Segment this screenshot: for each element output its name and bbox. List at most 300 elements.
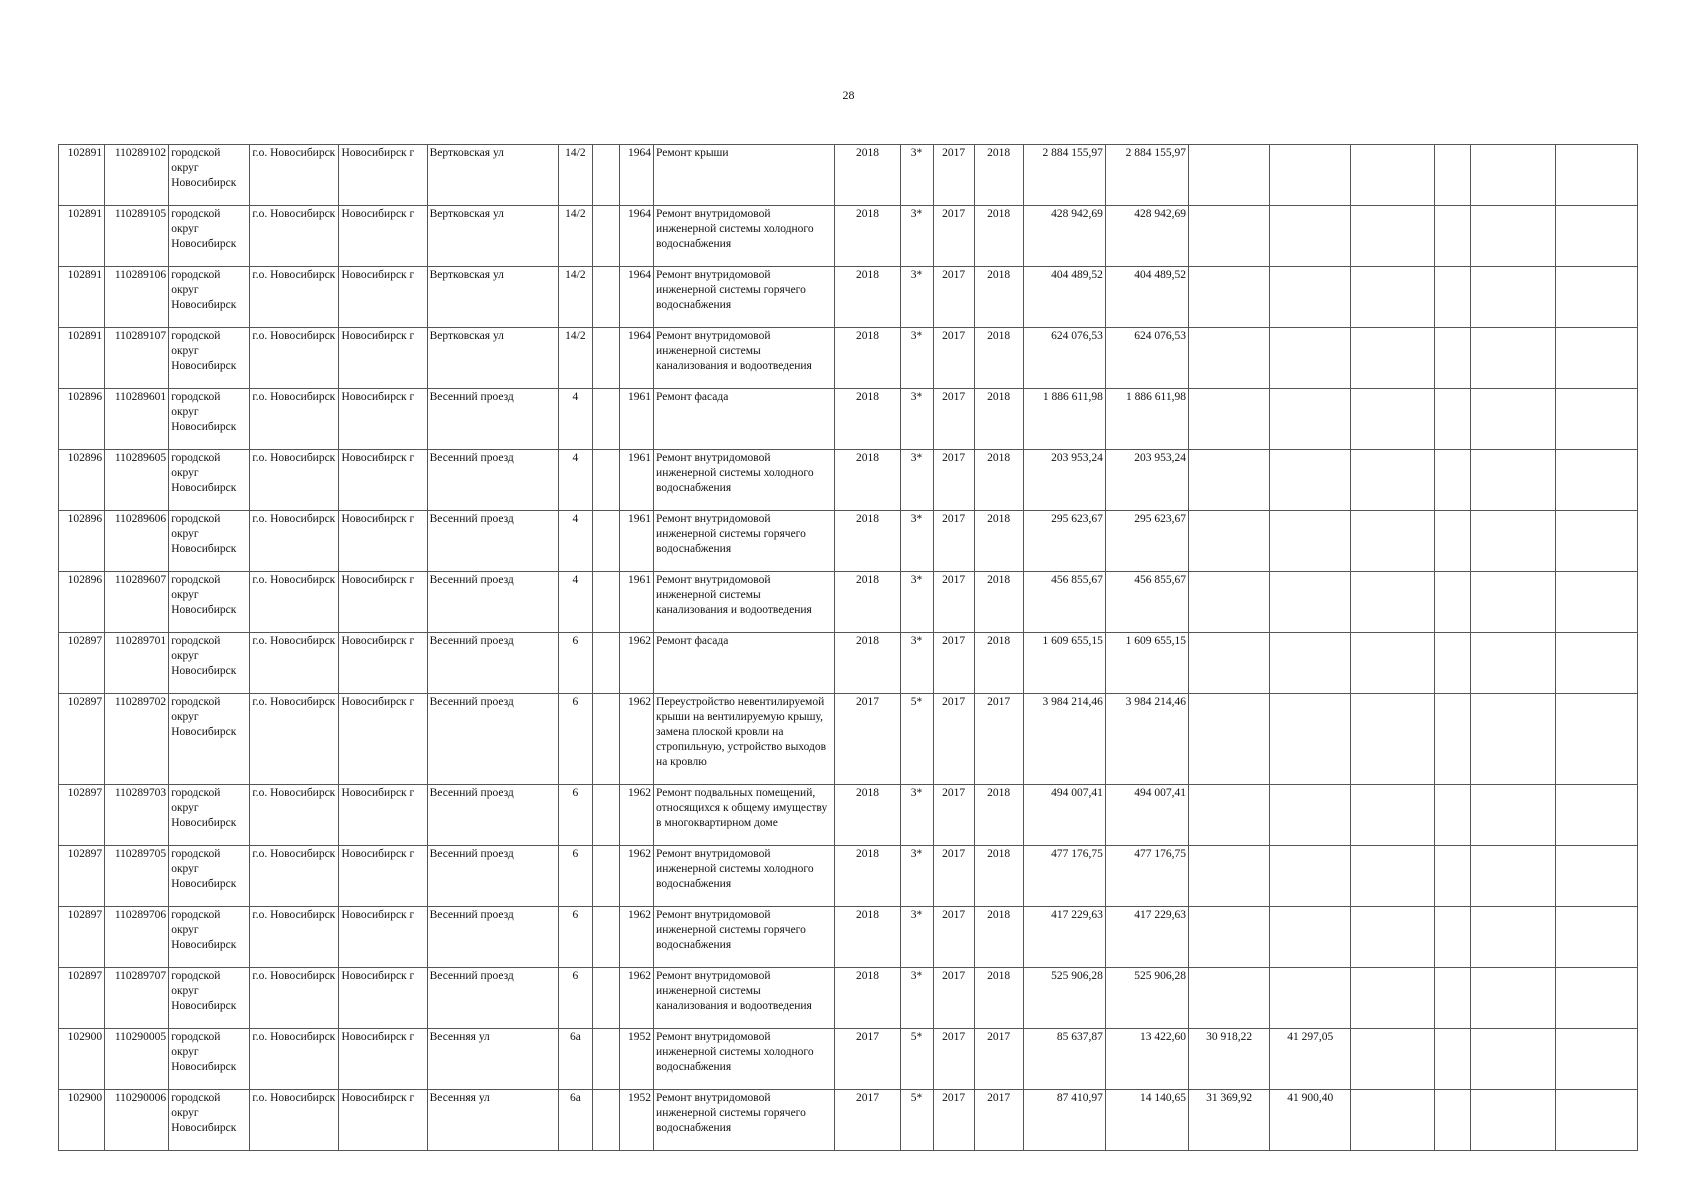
cell-budget-2 (1270, 846, 1351, 907)
cell-id: 102897 (59, 694, 105, 785)
cell-code: 110289106 (105, 267, 169, 328)
cell-year: 1964 (619, 267, 653, 328)
cell-work: Ремонт внутридомовой инженерной системы канализования и водоотведения (654, 572, 835, 633)
cell-building (592, 511, 619, 572)
cell-start: 2017 (933, 1029, 974, 1090)
cell-budget-1 (1189, 633, 1270, 694)
cell-group: 3* (900, 785, 933, 846)
cell-code: 110289706 (105, 907, 169, 968)
cell-budget-2 (1270, 450, 1351, 511)
cell-extra-1 (1351, 572, 1435, 633)
cell-fund: 13 422,60 (1105, 1029, 1188, 1090)
cell-total: 624 076,53 (1023, 328, 1105, 389)
cell-end: 2017 (974, 694, 1023, 785)
cell-fund: 295 623,67 (1105, 511, 1188, 572)
cell-id: 102896 (59, 511, 105, 572)
cell-plan-year: 2018 (835, 785, 900, 846)
cell-year: 1962 (619, 846, 653, 907)
cell-municipality: городской округ Новосибирск (169, 328, 250, 389)
capital-repair-table (58, 144, 1638, 1151)
cell-group: 3* (900, 145, 933, 206)
cell-district: г.о. Новосибирск (250, 694, 339, 785)
cell-city: Новосибирск г (339, 389, 427, 450)
cell-plan-year: 2017 (835, 1090, 900, 1151)
cell-end: 2018 (974, 145, 1023, 206)
cell-plan-year: 2018 (835, 206, 900, 267)
cell-extra-4 (1555, 846, 1637, 907)
cell-code: 110290006 (105, 1090, 169, 1151)
cell-id: 102896 (59, 450, 105, 511)
cell-work: Переустройство невентилируемой крыши на вентилируемую крышу, замена плоской кровли на стропильную, устройство выходов на кровлю (654, 694, 835, 785)
cell-fund: 417 229,63 (1105, 907, 1188, 968)
cell-id: 102900 (59, 1029, 105, 1090)
cell-end: 2018 (974, 511, 1023, 572)
cell-extra-1 (1351, 907, 1435, 968)
cell-extra-3 (1470, 846, 1555, 907)
cell-house: 6 (558, 785, 592, 846)
cell-id: 102897 (59, 633, 105, 694)
cell-extra-2 (1435, 1029, 1470, 1090)
cell-building (592, 1029, 619, 1090)
cell-municipality: городской округ Новосибирск (169, 572, 250, 633)
cell-group: 5* (900, 1029, 933, 1090)
cell-end: 2017 (974, 1090, 1023, 1151)
cell-extra-1 (1351, 846, 1435, 907)
cell-plan-year: 2017 (835, 1029, 900, 1090)
cell-code: 110289102 (105, 145, 169, 206)
cell-plan-year: 2018 (835, 846, 900, 907)
cell-group: 5* (900, 694, 933, 785)
cell-plan-year: 2018 (835, 328, 900, 389)
cell-year: 1961 (619, 389, 653, 450)
cell-fund: 494 007,41 (1105, 785, 1188, 846)
table-row (59, 267, 1638, 328)
cell-plan-year: 2018 (835, 572, 900, 633)
cell-budget-2 (1270, 267, 1351, 328)
cell-street: Весенний проезд (427, 450, 558, 511)
cell-extra-4 (1555, 206, 1637, 267)
cell-house: 6 (558, 907, 592, 968)
cell-fund: 203 953,24 (1105, 450, 1188, 511)
cell-work: Ремонт внутридомовой инженерной системы горячего водоснабжения (654, 267, 835, 328)
cell-extra-4 (1555, 785, 1637, 846)
cell-extra-2 (1435, 694, 1470, 785)
cell-fund: 404 489,52 (1105, 267, 1188, 328)
cell-municipality: городской округ Новосибирск (169, 1029, 250, 1090)
cell-district: г.о. Новосибирск (250, 785, 339, 846)
cell-start: 2017 (933, 633, 974, 694)
cell-start: 2017 (933, 145, 974, 206)
cell-extra-3 (1470, 633, 1555, 694)
cell-budget-1 (1189, 785, 1270, 846)
cell-street: Вертковская ул (427, 206, 558, 267)
cell-group: 3* (900, 267, 933, 328)
cell-id: 102900 (59, 1090, 105, 1151)
cell-extra-1 (1351, 389, 1435, 450)
cell-year: 1962 (619, 907, 653, 968)
cell-city: Новосибирск г (339, 206, 427, 267)
cell-budget-1: 30 918,22 (1189, 1029, 1270, 1090)
cell-extra-3 (1470, 572, 1555, 633)
cell-street: Весенний проезд (427, 694, 558, 785)
cell-id: 102891 (59, 206, 105, 267)
table-row (59, 633, 1638, 694)
cell-municipality: городской округ Новосибирск (169, 145, 250, 206)
cell-end: 2018 (974, 389, 1023, 450)
cell-code: 110289702 (105, 694, 169, 785)
cell-work: Ремонт внутридомовой инженерной системы холодного водоснабжения (654, 846, 835, 907)
cell-building (592, 785, 619, 846)
cell-extra-3 (1470, 1090, 1555, 1151)
cell-work: Ремонт внутридомовой инженерной системы горячего водоснабжения (654, 1090, 835, 1151)
cell-house: 6 (558, 633, 592, 694)
cell-fund: 477 176,75 (1105, 846, 1188, 907)
cell-municipality: городской округ Новосибирск (169, 450, 250, 511)
cell-municipality: городской округ Новосибирск (169, 846, 250, 907)
cell-district: г.о. Новосибирск (250, 572, 339, 633)
cell-end: 2018 (974, 206, 1023, 267)
cell-extra-2 (1435, 267, 1470, 328)
cell-house: 6а (558, 1029, 592, 1090)
cell-district: г.о. Новосибирск (250, 389, 339, 450)
cell-municipality: городской округ Новосибирск (169, 633, 250, 694)
cell-fund: 624 076,53 (1105, 328, 1188, 389)
table-row (59, 785, 1638, 846)
cell-extra-4 (1555, 267, 1637, 328)
cell-building (592, 572, 619, 633)
cell-total: 417 229,63 (1023, 907, 1105, 968)
table-row (59, 145, 1638, 206)
cell-total: 456 855,67 (1023, 572, 1105, 633)
cell-city: Новосибирск г (339, 267, 427, 328)
table-row (59, 389, 1638, 450)
cell-year: 1961 (619, 572, 653, 633)
cell-start: 2017 (933, 206, 974, 267)
cell-budget-2 (1270, 633, 1351, 694)
cell-year: 1961 (619, 511, 653, 572)
cell-budget-2 (1270, 145, 1351, 206)
cell-start: 2017 (933, 328, 974, 389)
cell-street: Весенний проезд (427, 846, 558, 907)
cell-district: г.о. Новосибирск (250, 145, 339, 206)
cell-year: 1952 (619, 1029, 653, 1090)
cell-plan-year: 2018 (835, 907, 900, 968)
cell-extra-3 (1470, 694, 1555, 785)
cell-total: 2 884 155,97 (1023, 145, 1105, 206)
cell-extra-2 (1435, 968, 1470, 1029)
cell-house: 14/2 (558, 328, 592, 389)
cell-group: 5* (900, 1090, 933, 1151)
cell-extra-2 (1435, 328, 1470, 389)
cell-extra-2 (1435, 1090, 1470, 1151)
cell-start: 2017 (933, 572, 974, 633)
cell-district: г.о. Новосибирск (250, 968, 339, 1029)
cell-budget-2 (1270, 572, 1351, 633)
cell-extra-4 (1555, 145, 1637, 206)
cell-extra-4 (1555, 328, 1637, 389)
cell-budget-2 (1270, 785, 1351, 846)
cell-work: Ремонт внутридомовой инженерной системы холодного водоснабжения (654, 450, 835, 511)
cell-id: 102897 (59, 785, 105, 846)
cell-city: Новосибирск г (339, 694, 427, 785)
cell-municipality: городской округ Новосибирск (169, 267, 250, 328)
cell-extra-4 (1555, 1029, 1637, 1090)
cell-end: 2018 (974, 785, 1023, 846)
cell-total: 404 489,52 (1023, 267, 1105, 328)
cell-year: 1964 (619, 145, 653, 206)
cell-code: 110289703 (105, 785, 169, 846)
cell-city: Новосибирск г (339, 968, 427, 1029)
cell-extra-4 (1555, 1090, 1637, 1151)
cell-building (592, 145, 619, 206)
cell-work: Ремонт внутридомовой инженерной системы канализования и водоотведения (654, 968, 835, 1029)
cell-extra-4 (1555, 450, 1637, 511)
cell-extra-2 (1435, 785, 1470, 846)
cell-budget-1 (1189, 389, 1270, 450)
cell-id: 102896 (59, 389, 105, 450)
cell-house: 4 (558, 572, 592, 633)
cell-street: Весенняя ул (427, 1090, 558, 1151)
cell-budget-2 (1270, 389, 1351, 450)
cell-id: 102897 (59, 968, 105, 1029)
cell-extra-3 (1470, 328, 1555, 389)
cell-work: Ремонт крыши (654, 145, 835, 206)
cell-municipality: городской округ Новосибирск (169, 206, 250, 267)
cell-year: 1964 (619, 328, 653, 389)
cell-extra-4 (1555, 694, 1637, 785)
cell-group: 3* (900, 846, 933, 907)
cell-extra-4 (1555, 968, 1637, 1029)
cell-house: 14/2 (558, 145, 592, 206)
cell-city: Новосибирск г (339, 511, 427, 572)
cell-end: 2018 (974, 846, 1023, 907)
cell-year: 1952 (619, 1090, 653, 1151)
cell-budget-2 (1270, 328, 1351, 389)
cell-extra-1 (1351, 450, 1435, 511)
cell-extra-3 (1470, 206, 1555, 267)
cell-street: Весенняя ул (427, 1029, 558, 1090)
cell-plan-year: 2018 (835, 968, 900, 1029)
cell-house: 6а (558, 1090, 592, 1151)
table-row (59, 907, 1638, 968)
cell-id: 102891 (59, 145, 105, 206)
cell-group: 3* (900, 968, 933, 1029)
cell-building (592, 633, 619, 694)
cell-building (592, 968, 619, 1029)
cell-budget-2 (1270, 968, 1351, 1029)
cell-district: г.о. Новосибирск (250, 450, 339, 511)
cell-start: 2017 (933, 694, 974, 785)
cell-end: 2018 (974, 633, 1023, 694)
cell-municipality: городской округ Новосибирск (169, 511, 250, 572)
cell-municipality: городской округ Новосибирск (169, 785, 250, 846)
cell-extra-1 (1351, 694, 1435, 785)
cell-city: Новосибирск г (339, 907, 427, 968)
table-row (59, 968, 1638, 1029)
cell-building (592, 389, 619, 450)
cell-street: Вертковская ул (427, 145, 558, 206)
cell-fund: 14 140,65 (1105, 1090, 1188, 1151)
table-row (59, 846, 1638, 907)
cell-id: 102897 (59, 846, 105, 907)
cell-extra-4 (1555, 511, 1637, 572)
cell-group: 3* (900, 633, 933, 694)
cell-street: Весенний проезд (427, 633, 558, 694)
cell-building (592, 328, 619, 389)
cell-extra-3 (1470, 389, 1555, 450)
cell-total: 3 984 214,46 (1023, 694, 1105, 785)
cell-plan-year: 2018 (835, 511, 900, 572)
cell-district: г.о. Новосибирск (250, 511, 339, 572)
cell-start: 2017 (933, 450, 974, 511)
cell-group: 3* (900, 206, 933, 267)
cell-building (592, 450, 619, 511)
cell-budget-1 (1189, 694, 1270, 785)
cell-street: Весенний проезд (427, 511, 558, 572)
cell-budget-1: 31 369,92 (1189, 1090, 1270, 1151)
cell-extra-3 (1470, 785, 1555, 846)
cell-fund: 1 609 655,15 (1105, 633, 1188, 694)
cell-house: 4 (558, 389, 592, 450)
cell-extra-2 (1435, 389, 1470, 450)
cell-budget-2 (1270, 694, 1351, 785)
cell-end: 2018 (974, 450, 1023, 511)
cell-extra-3 (1470, 511, 1555, 572)
cell-house: 6 (558, 694, 592, 785)
cell-extra-3 (1470, 968, 1555, 1029)
cell-district: г.о. Новосибирск (250, 206, 339, 267)
cell-city: Новосибирск г (339, 145, 427, 206)
cell-district: г.о. Новосибирск (250, 907, 339, 968)
cell-code: 110289105 (105, 206, 169, 267)
cell-city: Новосибирск г (339, 328, 427, 389)
cell-building (592, 1090, 619, 1151)
cell-budget-1 (1189, 267, 1270, 328)
cell-total: 494 007,41 (1023, 785, 1105, 846)
table-row (59, 1090, 1638, 1151)
table-row (59, 1029, 1638, 1090)
cell-work: Ремонт внутридомовой инженерной системы холодного водоснабжения (654, 206, 835, 267)
cell-budget-1 (1189, 572, 1270, 633)
cell-budget-1 (1189, 846, 1270, 907)
cell-end: 2018 (974, 572, 1023, 633)
cell-street: Весенний проезд (427, 389, 558, 450)
cell-code: 110289107 (105, 328, 169, 389)
cell-extra-2 (1435, 572, 1470, 633)
cell-plan-year: 2018 (835, 450, 900, 511)
cell-fund: 1 886 611,98 (1105, 389, 1188, 450)
cell-group: 3* (900, 572, 933, 633)
table-row (59, 328, 1638, 389)
cell-extra-2 (1435, 206, 1470, 267)
cell-extra-4 (1555, 572, 1637, 633)
cell-building (592, 206, 619, 267)
cell-city: Новосибирск г (339, 572, 427, 633)
cell-house: 4 (558, 450, 592, 511)
cell-building (592, 846, 619, 907)
cell-start: 2017 (933, 846, 974, 907)
cell-total: 477 176,75 (1023, 846, 1105, 907)
cell-street: Вертковская ул (427, 267, 558, 328)
cell-year: 1961 (619, 450, 653, 511)
cell-house: 6 (558, 968, 592, 1029)
cell-start: 2017 (933, 907, 974, 968)
cell-municipality: городской округ Новосибирск (169, 389, 250, 450)
cell-id: 102891 (59, 328, 105, 389)
cell-end: 2017 (974, 1029, 1023, 1090)
cell-municipality: городской округ Новосибирск (169, 694, 250, 785)
cell-extra-1 (1351, 1029, 1435, 1090)
cell-extra-1 (1351, 511, 1435, 572)
cell-extra-2 (1435, 907, 1470, 968)
cell-plan-year: 2018 (835, 389, 900, 450)
cell-start: 2017 (933, 785, 974, 846)
cell-extra-4 (1555, 907, 1637, 968)
cell-start: 2017 (933, 511, 974, 572)
cell-city: Новосибирск г (339, 633, 427, 694)
cell-extra-2 (1435, 846, 1470, 907)
cell-street: Весенний проезд (427, 968, 558, 1029)
cell-budget-1 (1189, 450, 1270, 511)
cell-extra-1 (1351, 1090, 1435, 1151)
cell-extra-1 (1351, 206, 1435, 267)
cell-extra-1 (1351, 267, 1435, 328)
cell-extra-1 (1351, 968, 1435, 1029)
cell-total: 87 410,97 (1023, 1090, 1105, 1151)
cell-fund: 2 884 155,97 (1105, 145, 1188, 206)
cell-end: 2018 (974, 968, 1023, 1029)
cell-budget-2: 41 900,40 (1270, 1090, 1351, 1151)
cell-city: Новосибирск г (339, 1029, 427, 1090)
cell-district: г.о. Новосибирск (250, 1029, 339, 1090)
cell-plan-year: 2018 (835, 145, 900, 206)
cell-building (592, 907, 619, 968)
cell-start: 2017 (933, 1090, 974, 1151)
cell-code: 110289607 (105, 572, 169, 633)
cell-group: 3* (900, 328, 933, 389)
cell-city: Новосибирск г (339, 846, 427, 907)
cell-street: Весенний проезд (427, 785, 558, 846)
cell-extra-2 (1435, 450, 1470, 511)
cell-fund: 3 984 214,46 (1105, 694, 1188, 785)
cell-district: г.о. Новосибирск (250, 633, 339, 694)
cell-year: 1962 (619, 633, 653, 694)
cell-building (592, 267, 619, 328)
cell-plan-year: 2017 (835, 694, 900, 785)
table-row (59, 694, 1638, 785)
cell-extra-4 (1555, 389, 1637, 450)
cell-extra-3 (1470, 450, 1555, 511)
cell-code: 110289606 (105, 511, 169, 572)
cell-budget-2 (1270, 206, 1351, 267)
table-row (59, 511, 1638, 572)
cell-extra-3 (1470, 145, 1555, 206)
cell-municipality: городской округ Новосибирск (169, 968, 250, 1029)
cell-extra-2 (1435, 511, 1470, 572)
cell-municipality: городской округ Новосибирск (169, 907, 250, 968)
cell-district: г.о. Новосибирск (250, 328, 339, 389)
cell-end: 2018 (974, 267, 1023, 328)
cell-plan-year: 2018 (835, 633, 900, 694)
cell-work: Ремонт фасада (654, 389, 835, 450)
cell-start: 2017 (933, 267, 974, 328)
cell-start: 2017 (933, 968, 974, 1029)
cell-fund: 456 855,67 (1105, 572, 1188, 633)
cell-municipality: городской округ Новосибирск (169, 1090, 250, 1151)
cell-work: Ремонт внутридомовой инженерной системы горячего водоснабжения (654, 907, 835, 968)
cell-code: 110289601 (105, 389, 169, 450)
cell-city: Новосибирск г (339, 450, 427, 511)
